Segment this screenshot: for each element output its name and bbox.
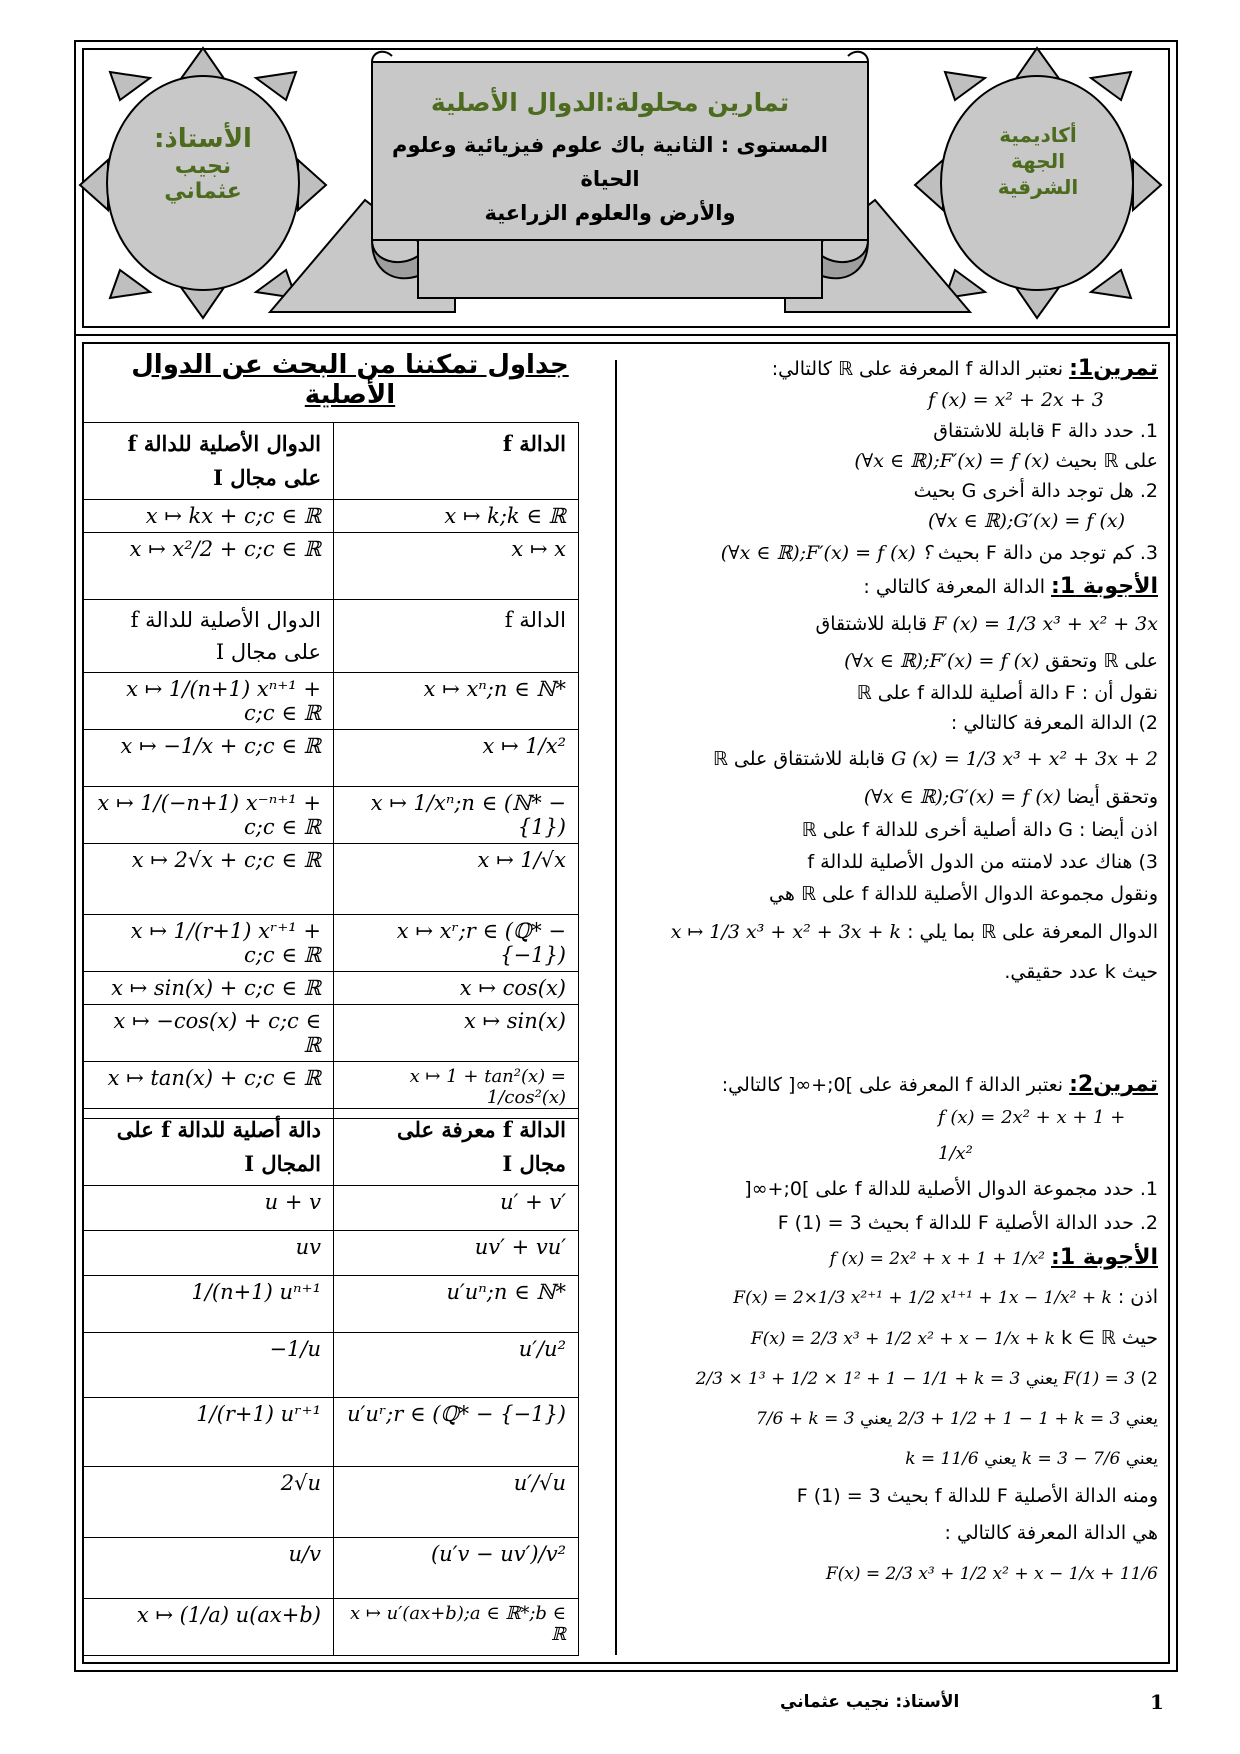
prim-cell: 1/(n+1) uⁿ⁺¹ [83, 1276, 334, 1333]
prim-cell: x ↦ −1/x + c;c ∈ ℝ [83, 730, 334, 787]
ex1-a3c-line [628, 910, 1158, 954]
prim-cell: −1/u [83, 1333, 334, 1398]
ex1-q2: 2. هل توجد دالة أخرى G بحيث [913, 480, 1158, 502]
page-number: 1 [1150, 1690, 1164, 1714]
ex1-a2-eq-line [628, 738, 1158, 780]
prim-cell: uv [83, 1231, 334, 1276]
teacher-badge [130, 124, 276, 204]
func-cell: x ↦ 1 + tan²(x) = 1/cos²(x) [334, 1062, 579, 1119]
ex1-a1: الدالة المعرفة كالتالي : [863, 576, 1045, 598]
ex2-s2-line [628, 1318, 1158, 1359]
exercise-1 [628, 354, 1158, 990]
header-func: الدالة f معرفة على مجال I [334, 1109, 579, 1186]
prim-cell: x ↦ 1/(n+1) xⁿ⁺¹ + c;c ∈ ℝ [83, 673, 334, 730]
func-cell: x ↦ 1/x² [334, 730, 579, 787]
ex1-intro-line [628, 354, 1158, 384]
table-header-row [83, 423, 579, 500]
func-cell: x ↦ x [334, 533, 579, 600]
level-line-1: المستوى : الثانية باك علوم فيزيائية وعلوم الحياة [392, 133, 828, 191]
ex2-s1-eq: F(x) = 2×1/3 x²⁺¹ + 1/2 x¹⁺¹ + 1x − 1/x² + k [733, 1288, 1112, 1308]
ex2-q2: 2. حدد الدالة الأصلية F للدالة f بحيث F (1) = 3 [777, 1212, 1158, 1234]
ex2-q1: 1. حدد مجموعة الدوال الأصلية للدالة f على ]0;+∞[ [744, 1178, 1158, 1200]
subheader-func: الدالة f [334, 600, 579, 673]
prim-cell: x ↦ (1/a) u(ax+b) [83, 1599, 334, 1656]
ex1-q1b-line [628, 446, 1158, 476]
func-cell: x ↦ u′(ax+b);a ∈ ℝ*;b ∈ ℝ [334, 1599, 579, 1656]
academy-line-1: أكاديمية [999, 123, 1077, 147]
ex2-s3-lead: 2) [1140, 1369, 1158, 1389]
ex2-s4-line [628, 1399, 1158, 1439]
footer-teacher-name: الأستاذ: نجيب عثماني [780, 1692, 960, 1712]
table-subheader-row [83, 600, 579, 673]
ex1-q2-eq: (∀x ∈ ℝ);G′(x) = f (x) [928, 510, 1125, 532]
ex1-q3-eq: (∀x ∈ ℝ);F′(x) = f (x) ؟ [720, 542, 932, 564]
ex2-s4-word-b: يعني [859, 1409, 893, 1429]
header-prim: الدوال الأصلية للدالة f على مجال I [83, 423, 334, 500]
exercise-2 [628, 1070, 1158, 1594]
ex2-s7-line [628, 1513, 1158, 1594]
primitives-table-basic [82, 422, 579, 1119]
table-row [83, 1333, 579, 1398]
ex1-a2c: اذن أيضا : G دالة أصلية أخرى للدالة f على ℝ [801, 819, 1158, 841]
ex2-s6: ومنه الدالة الأصلية F للدالة f بحيث F (1) = 3 [796, 1485, 1158, 1507]
ex2-answers-title: الأجوبة 1: [1051, 1245, 1158, 1270]
prim-cell: x ↦ x²/2 + c;c ∈ ℝ [83, 533, 334, 600]
ex1-a2-tail: قابلة للاشتقاق على ℝ [712, 748, 886, 770]
table-row [83, 972, 579, 1005]
prim-cell: u/v [83, 1538, 334, 1599]
ex1-q1-eq: (∀x ∈ ℝ);F′(x) = f (x) [854, 450, 1050, 472]
func-cell: x ↦ sin(x) [334, 1005, 579, 1062]
ex2-s7-eq: F(x) = 2/3 x³ + 1/2 x² + x − 1/x + 11/6 [825, 1564, 1158, 1584]
ex2-intro: نعتبر الدالة f المعرفة على ]0;+∞[ كالتالي: [721, 1074, 1064, 1096]
ex2-s2-eq: F(x) = 2/3 x³ + 1/2 x² + x − 1/x + k [750, 1329, 1056, 1349]
prim-cell: x ↦ −cos(x) + c;c ∈ ℝ [83, 1005, 334, 1062]
table-row [83, 1467, 579, 1538]
table-row [83, 1276, 579, 1333]
table-row [83, 787, 579, 844]
table-row [83, 1599, 579, 1656]
ex2-s2-tail: حيث k ∈ ℝ [1061, 1327, 1158, 1349]
ex2-s5-eq1: k = 3 − 7/6 [1021, 1449, 1121, 1469]
ex2-s7: هي الدالة المعرفة كالتالي : [944, 1522, 1158, 1544]
prim-cell: x ↦ sin(x) + c;c ∈ ℝ [83, 972, 334, 1005]
table-row [83, 1186, 579, 1231]
table-row [83, 1231, 579, 1276]
func-cell: u′ + v′ [334, 1186, 579, 1231]
ex1-title: تمرين1: [1069, 356, 1158, 381]
func-cell: uv′ + vu′ [334, 1231, 579, 1276]
prim-cell: 2√u [83, 1467, 334, 1538]
ex1-q3-line [628, 536, 1158, 570]
ex2-intro-line [628, 1070, 1158, 1100]
level-text [370, 128, 850, 230]
ex1-a1b: على ℝ وتحقق [1045, 650, 1158, 672]
table-row [83, 500, 579, 533]
ex2-s4-word-a: يعني [1125, 1409, 1158, 1429]
teacher-last-name: عثماني [164, 179, 242, 204]
table-row [83, 673, 579, 730]
func-cell: x ↦ 1/xⁿ;n ∈ (ℕ* − {1}) [334, 787, 579, 844]
ex2-answer-line [628, 1240, 1158, 1277]
ex1-answer-line [628, 570, 1158, 604]
ex1-q1b: على ℝ بحيث [1055, 450, 1158, 472]
ex2-s5-line [628, 1439, 1158, 1479]
header-func: الدالة f [334, 423, 579, 500]
prim-cell: x ↦ tan(x) + c;c ∈ ℝ [83, 1062, 334, 1119]
column-separator [615, 360, 617, 1655]
ex1-a1-eq: F (x) = 1/3 x³ + x² + 3x [933, 613, 1158, 635]
table-row [83, 844, 579, 915]
teacher-first-name: نجيب [174, 154, 232, 179]
ex2-s5-eq2: k = 11/6 [905, 1449, 979, 1469]
ex2-s1-line [628, 1277, 1158, 1318]
academy-badge [965, 122, 1111, 200]
table-row [83, 533, 579, 600]
prim-cell: u + v [83, 1186, 334, 1231]
func-cell: x ↦ cos(x) [334, 972, 579, 1005]
table-title: جداول تمكننا من البحث عن الدوال الأصلية [131, 350, 569, 410]
level-line-2: والأرض والعلوم الزراعية [484, 201, 736, 225]
ex1-a3b: ونقول مجموعة الدوال الأصلية للدالة f على ℝ هي [769, 883, 1158, 905]
ex2-s3-eq1: F(1) = 3 [1063, 1369, 1136, 1389]
ex1-q3: 3. كم توجد من دالة F بحيث [937, 542, 1158, 564]
header-prim: دالة أصلية للدالة f على المجال I [83, 1109, 334, 1186]
func-cell: u′uⁿ;n ∈ ℕ* [334, 1276, 579, 1333]
ex1-intro: نعتبر الدالة f المعرفة على ℝ كالتالي: [771, 358, 1064, 380]
ex1-a2b-eq: (∀x ∈ ℝ);G′(x) = f (x) [863, 786, 1061, 808]
ex1-a3d: حيث k عدد حقيقي. [1004, 961, 1158, 983]
ex1-a1-eq-line [628, 604, 1158, 644]
ex1-answers-title: الأجوبة 1: [1051, 574, 1158, 599]
prim-cell: x ↦ 2√x + c;c ∈ ℝ [83, 844, 334, 915]
ex2-s1: اذن : [1117, 1286, 1158, 1308]
func-cell: x ↦ 1/√x [334, 844, 579, 915]
prim-cell: x ↦ 1/(r+1) xʳ⁺¹ + c;c ∈ ℝ [83, 915, 334, 972]
ex1-a3c: الدوال المعرفة على ℝ بما يلي : [907, 921, 1158, 943]
func-cell: x ↦ xⁿ;n ∈ ℕ* [334, 673, 579, 730]
ex2-s3-line [628, 1359, 1158, 1399]
table-header-row [83, 1109, 579, 1186]
teacher-label: الأستاذ: [154, 124, 252, 154]
ex2-def: f (x) = 2x² + x + 1 + 1/x² [938, 1107, 1126, 1164]
table-row [83, 915, 579, 972]
prim-cell: x ↦ 1/(−n+1) x⁻ⁿ⁺¹ + c;c ∈ ℝ [83, 787, 334, 844]
primitives-table-composite [82, 1108, 579, 1656]
table-row [83, 730, 579, 787]
academy-line-2: الجهة [1010, 149, 1066, 173]
subheader-prim: الدوال الأصلية للدالة f على مجال I [83, 600, 334, 673]
prim-cell: x ↦ kx + c;c ∈ ℝ [83, 500, 334, 533]
ex2-s3-eq2: 2/3 × 1³ + 1/2 × 1² + 1 − 1/1 + k = 3 [695, 1369, 1021, 1389]
ex1-a1c: نقول أن : F دالة أصلية للدالة f على ℝ [856, 682, 1158, 704]
func-cell: x ↦ k;k ∈ ℝ [334, 500, 579, 533]
ex2-s3-word: يعني [1025, 1369, 1058, 1389]
academy-line-3: الشرقية [997, 175, 1079, 199]
page-title: تمارين محلولة:الدوال الأصلية [430, 88, 790, 117]
ex1-a1b-eq: (∀x ∈ ℝ);F′(x) = f (x) [844, 650, 1040, 672]
ex2-s4-eq1: 2/3 + 1/2 + 1 − 1 + k = 3 [897, 1409, 1121, 1429]
ex1-a2b-line [628, 780, 1158, 814]
ex1-a1-tail: قابلة للاشتقاق [815, 613, 928, 635]
table-row [83, 1398, 579, 1467]
ex2-s5-word-b: يعني [984, 1449, 1017, 1469]
ex1-a3: 3) هناك عدد لامنته من الدول الأصلية للدالة f [807, 851, 1158, 873]
func-cell: u′uʳ;r ∈ (ℚ* − {−1}) [334, 1398, 579, 1467]
func-cell: x ↦ xʳ;r ∈ (ℚ* − {−1}) [334, 915, 579, 972]
ex2-s4-eq2: 7/6 + k = 3 [755, 1409, 855, 1429]
ex2-title: تمرين2: [1069, 1072, 1158, 1097]
ex2-s5-word-a: يعني [1125, 1449, 1158, 1469]
ex1-q1: 1. حدد دالة F قابلة للاشتقاق [933, 420, 1158, 442]
func-cell: (u′v − uv′)/v² [334, 1538, 579, 1599]
func-cell: u′/u² [334, 1333, 579, 1398]
ex1-a2-eq: G (x) = 1/3 x³ + x² + 3x + 2 [891, 748, 1158, 770]
ex2-ans-def: f (x) = 2x² + x + 1 + 1/x² [829, 1249, 1045, 1269]
prim-cell: 1/(r+1) uʳ⁺¹ [83, 1398, 334, 1467]
table-row [83, 1538, 579, 1599]
func-cell: u′/√u [334, 1467, 579, 1538]
ex1-def: f (x) = x² + 2x + 3 [928, 389, 1104, 411]
ex1-a1b-line [628, 644, 1158, 678]
table-row [83, 1005, 579, 1062]
ex1-a2b: وتحقق أيضا [1066, 786, 1158, 808]
ex1-a2: 2) الدالة المعرفة كالتالي : [950, 712, 1158, 734]
ex1-a3c-eq: x ↦ 1/3 x³ + x² + 3x + k [670, 921, 902, 943]
